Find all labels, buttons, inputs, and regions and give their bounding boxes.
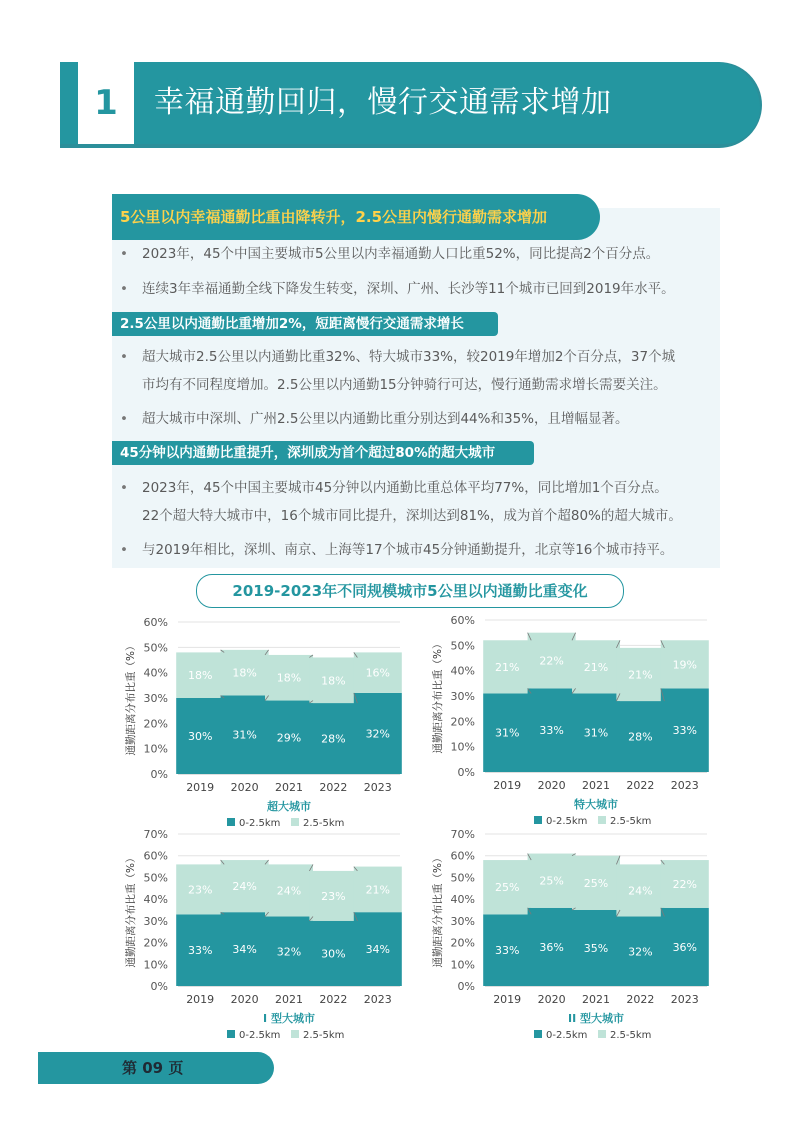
bullet-dot: • (120, 349, 128, 365)
data-label: 32% (276, 945, 302, 959)
data-label: 18% (232, 666, 257, 680)
x-tick-label: 2023 (363, 993, 392, 1006)
legend-swatch (291, 1030, 299, 1038)
y-tick-label: 70% (143, 828, 168, 841)
bullet-text: 超大城市2.5公里以内通勤比重32%、特大城市33%，较2019年增加2个百分点，37个城 (142, 349, 676, 365)
y-axis-label: 通勤距离分布比重（%） (432, 638, 444, 754)
y-tick-label: 50% (143, 641, 168, 655)
data-label: 24% (276, 884, 302, 898)
data-label: 23% (321, 889, 346, 903)
x-tick-label: 2021 (582, 779, 610, 792)
data-label: 18% (187, 669, 213, 683)
data-label: 34% (365, 943, 391, 957)
legend-label: 0-2.5km (546, 1030, 588, 1041)
chart-super-large-cities (118, 612, 418, 832)
data-label: 36% (539, 940, 564, 954)
x-tick-label: 2023 (670, 993, 699, 1006)
data-label: 21% (583, 660, 609, 674)
y-tick-label: 30% (450, 914, 475, 928)
data-label: 18% (276, 671, 302, 685)
x-tick-label: 2020 (230, 781, 259, 794)
data-label: 21% (628, 668, 653, 682)
bullet-dot: • (120, 542, 128, 558)
chart-section-title: 2019-2023年不同规模城市5公里以内通勤比重变化 (196, 574, 624, 608)
section-heading-1-text: 5公里以内幸福通勤比重由降转升，2.5公里内慢行通勤需求增加 (120, 208, 548, 226)
section-heading-3-text: 45分钟以内通勤比重提升，深圳成为首个超过80%的超大城市 (120, 445, 496, 461)
legend-label: 0-2.5km (239, 1030, 281, 1041)
bullet-text: 超大城市中深圳、广州2.5公里以内通勤比重分别达到44%和35%，且增幅显著。 (142, 411, 629, 427)
page-number: 第 09 页 (122, 1059, 184, 1077)
bullet-dot: • (120, 480, 128, 496)
x-tick-label: 2020 (230, 993, 259, 1006)
data-label: 35% (583, 942, 609, 955)
x-tick-label: 2019 (186, 993, 215, 1006)
data-label: 25% (583, 876, 609, 890)
bullet-text: 2023年，45个中国主要城市45分钟以内通勤比重总体平均77%，同比增加1个百分点。 (142, 480, 668, 496)
legend-swatch (227, 1030, 235, 1038)
chart-very-large-cities (425, 610, 725, 832)
x-tick-label: 2022 (319, 781, 348, 794)
legend-label: 0-2.5km (239, 818, 281, 829)
data-label: 25% (494, 881, 520, 895)
y-tick-label: 20% (450, 715, 475, 729)
data-label: 23% (187, 883, 213, 897)
x-tick-label: 2022 (319, 993, 348, 1006)
x-tick-label: 2021 (582, 993, 610, 1006)
y-tick-label: 40% (450, 664, 475, 678)
x-tick-label: 2019 (493, 779, 522, 792)
data-label: 33% (672, 724, 698, 738)
data-label: 21% (494, 660, 520, 674)
page-footer (38, 1052, 274, 1084)
x-tick-label: 2019 (186, 781, 215, 794)
y-tick-label: 70% (450, 828, 475, 841)
chart-type2-large-cities (425, 824, 725, 1044)
bullet-text: 与2019年相比，深圳、南京、上海等17个城市45分钟通勤提升，北京等16个城市持平。 (142, 542, 674, 558)
y-tick-label: 50% (143, 871, 168, 885)
y-tick-label: 30% (143, 914, 168, 928)
y-tick-label: 40% (450, 893, 475, 907)
page-title: 幸福通勤回归，慢行交通需求增加 (154, 85, 612, 120)
x-tick-label: 2021 (275, 993, 303, 1006)
y-tick-label: 20% (450, 936, 475, 950)
legend-swatch (534, 1030, 542, 1038)
y-tick-label: 50% (450, 639, 475, 653)
data-label: 31% (232, 728, 257, 742)
section-heading-1 (112, 194, 600, 240)
legend-label: 2.5-5km (610, 816, 652, 827)
data-label: 22% (539, 654, 564, 668)
legend-swatch (534, 816, 542, 824)
legend-swatch (598, 816, 606, 824)
data-label: 19% (672, 658, 698, 672)
chart-type1-large-cities (118, 824, 418, 1044)
section-heading-2-text: 2.5公里以内通勤比重增加2%，短距离慢行交通需求增长 (120, 316, 464, 332)
y-tick-label: 0% (150, 980, 168, 993)
y-axis-label: 通勤距离分布比重（%） (432, 852, 444, 968)
y-axis-label: 通勤距离分布比重（%） (125, 852, 137, 968)
data-label: 25% (539, 874, 564, 888)
y-axis-label: 通勤距离分布比重（%） (125, 640, 137, 756)
data-label: 16% (365, 666, 391, 680)
data-label: 29% (276, 731, 302, 745)
section-heading-2 (112, 312, 498, 336)
x-tick-label: 2020 (537, 993, 566, 1006)
y-tick-label: 40% (143, 893, 168, 907)
legend-label: 0-2.5km (546, 816, 588, 827)
chart-title: I 型大城市 (263, 1012, 315, 1025)
y-tick-label: 30% (450, 690, 475, 703)
x-tick-label: 2022 (626, 993, 655, 1006)
x-tick-label: 2022 (626, 779, 655, 792)
data-label: 31% (583, 726, 609, 740)
bullet-text: 连续3年幸福通勤全线下降发生转变，深圳、广州、长沙等11个城市已回到2019年水平。 (142, 281, 675, 297)
legend-label: 2.5-5km (303, 1030, 345, 1041)
data-label: 33% (187, 944, 213, 958)
bullet-dot: • (120, 246, 128, 262)
data-label: 34% (232, 943, 257, 957)
data-label: 24% (232, 880, 257, 894)
bullet-text: 22个超大特大城市中，16个城市同比提升，深圳达到81%，成为首个超80%的超大城市。 (142, 508, 682, 524)
y-tick-label: 10% (143, 958, 168, 972)
data-label: 21% (365, 883, 391, 897)
y-tick-label: 20% (143, 936, 168, 950)
x-tick-label: 2020 (537, 779, 566, 792)
data-label: 33% (539, 724, 564, 738)
data-label: 28% (321, 732, 346, 746)
y-tick-label: 60% (143, 849, 168, 863)
y-tick-label: 0% (150, 768, 168, 781)
y-tick-label: 10% (143, 742, 168, 756)
y-tick-label: 30% (143, 692, 168, 705)
x-tick-label: 2019 (493, 993, 522, 1006)
data-label: 22% (672, 877, 698, 891)
section-heading-3 (112, 441, 534, 465)
bullet-dot: • (120, 411, 128, 427)
legend-swatch (598, 1030, 606, 1038)
bullet-text: 市均有不同程度增加。2.5公里以内通勤15分钟骑行可达，慢行通勤需求增长需要关注。 (142, 377, 667, 393)
bullet-text: 2023年，45个中国主要城市5公里以内幸福通勤人口比重52%，同比提高2个百分点。 (142, 246, 660, 262)
y-tick-label: 10% (450, 958, 475, 972)
data-label: 32% (365, 727, 391, 741)
data-label: 31% (494, 726, 520, 740)
legend-label: 2.5-5km (610, 1030, 652, 1041)
bullet-dot: • (120, 281, 128, 297)
chart-title: 特大城市 (574, 798, 618, 811)
section-number: 1 (94, 83, 118, 123)
data-label: 24% (628, 884, 653, 898)
data-label: 32% (628, 945, 653, 959)
y-tick-label: 0% (457, 766, 475, 779)
chart-title: II 型大城市 (567, 1012, 625, 1025)
data-label: 36% (672, 940, 698, 954)
y-tick-label: 60% (450, 614, 475, 627)
x-tick-label: 2023 (363, 781, 392, 794)
y-tick-label: 0% (457, 980, 475, 993)
chart-title: 超大城市 (267, 800, 311, 813)
legend-label: 2.5-5km (303, 818, 345, 829)
data-label: 30% (187, 730, 213, 743)
x-tick-label: 2023 (670, 779, 699, 792)
y-tick-label: 20% (143, 717, 168, 731)
y-tick-label: 60% (450, 849, 475, 863)
data-label: 18% (321, 674, 346, 688)
x-tick-label: 2021 (275, 781, 303, 794)
data-label: 28% (628, 730, 653, 744)
data-label: 33% (494, 944, 520, 958)
data-label: 30% (321, 947, 346, 961)
y-tick-label: 60% (143, 616, 168, 629)
y-tick-label: 40% (143, 666, 168, 680)
y-tick-label: 10% (450, 740, 475, 754)
y-tick-label: 50% (450, 871, 475, 885)
